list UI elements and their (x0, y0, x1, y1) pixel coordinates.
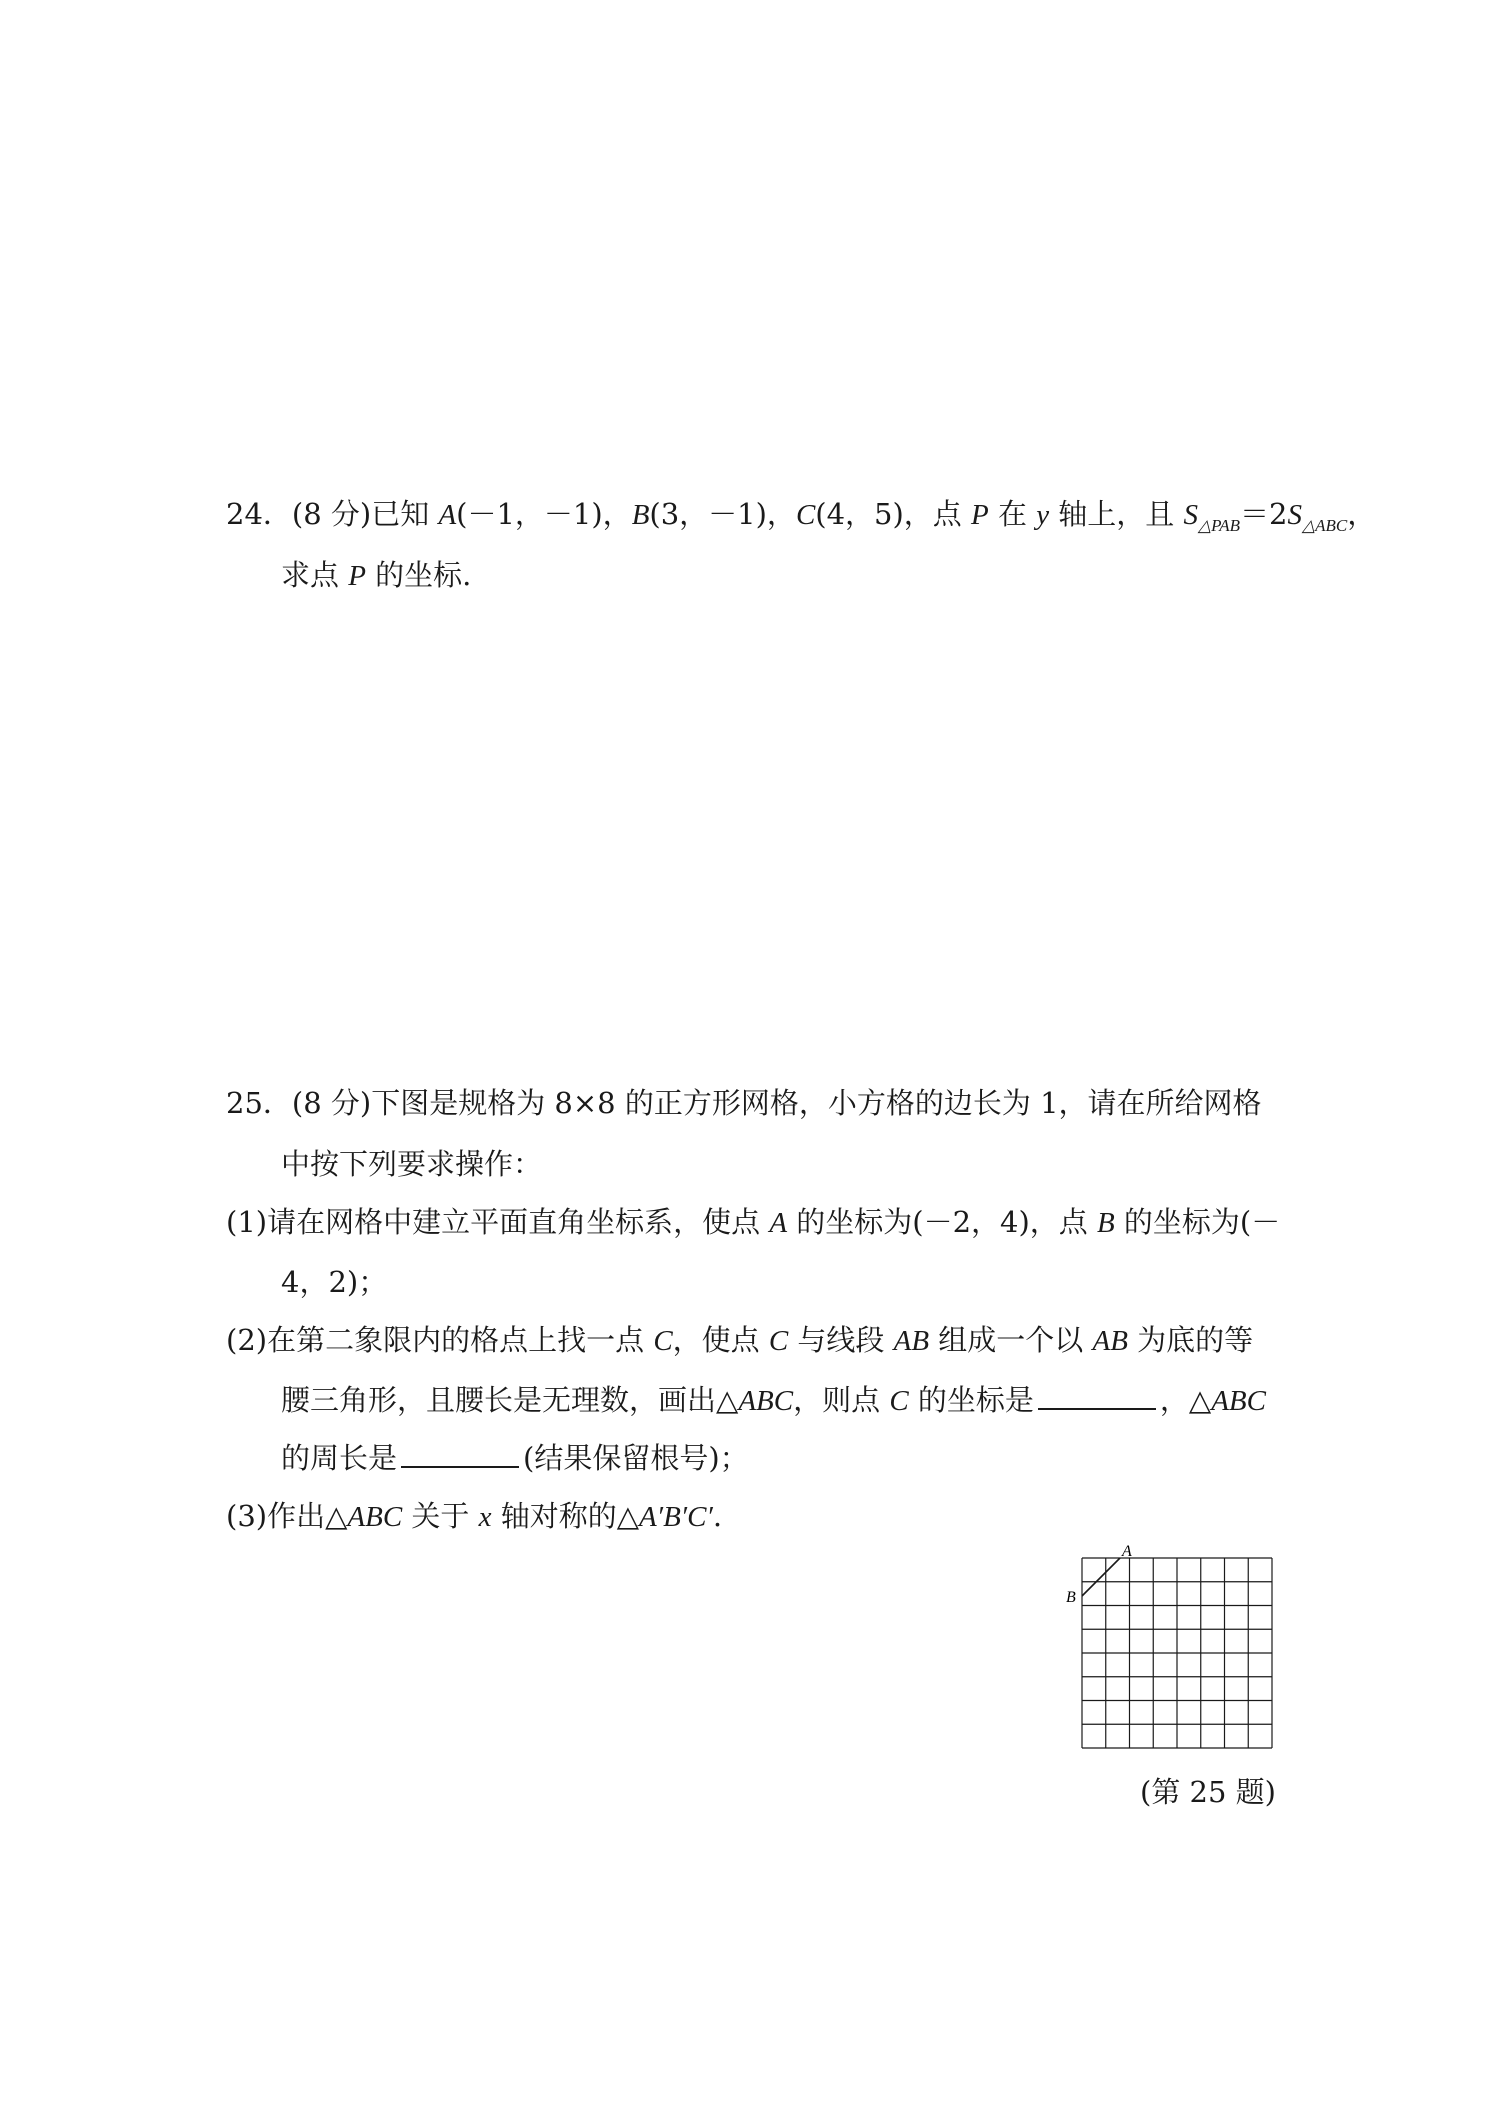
q25-var: C (889, 1385, 909, 1417)
q25-var: C (768, 1325, 789, 1357)
q24-text: 已知 (371, 497, 439, 531)
point-b-label: B (1066, 1589, 1076, 1606)
q25-score: (8 分) (291, 1086, 372, 1120)
q25-text: ，使点 (672, 1323, 769, 1357)
q24-area-subscript: △PAB (1198, 515, 1241, 535)
q25-var: x (478, 1501, 492, 1533)
grid-lines (1082, 1558, 1272, 1748)
q25-text: (1)请在网格中建立平面直角坐标系，使点 (226, 1205, 770, 1239)
q25-part-3-line-1 (226, 1496, 722, 1537)
q24-area-subscript: △ABC (1302, 515, 1348, 535)
q24-text: (－1，－1)， (456, 497, 632, 531)
q25-line-1 (226, 1083, 1262, 1123)
q24-text: ＝2 (1240, 497, 1288, 531)
q25-text: 轴对称的△ (491, 1499, 640, 1533)
q25-text: . (712, 1499, 723, 1533)
q24-var: A (438, 499, 457, 531)
square-grid-figure (1060, 1536, 1280, 1756)
q25-text: 的周长是 (281, 1441, 398, 1475)
q25-var: AB (893, 1325, 930, 1357)
q24-text: 的坐标. (365, 558, 472, 592)
q24-number: 24． (226, 497, 292, 531)
q25-var: ABC (738, 1385, 794, 1417)
q25-text: (2)在第二象限内的格点上找一点 (226, 1323, 654, 1357)
q24-var: P (971, 499, 989, 531)
q24-text: ， (1347, 497, 1377, 531)
q24-var: P (348, 560, 366, 592)
answer-blank-c-coordinate[interactable] (1038, 1382, 1156, 1410)
q24-text: 在 (988, 497, 1037, 531)
q25-var: C (653, 1325, 673, 1357)
q25-text: 为底的等 (1127, 1323, 1254, 1357)
q24-area-symbol: S (1287, 499, 1302, 531)
q25-text: ，则点 (793, 1383, 890, 1417)
q25-text: (结果保留根号)； (523, 1441, 749, 1475)
q25-number: 25． (226, 1086, 292, 1120)
q25-part-2-line-3 (281, 1438, 749, 1478)
q25-part-1-line-1 (226, 1202, 1280, 1243)
q24-text: (4，5)，点 (815, 497, 972, 531)
q25-text: 4，2)； (281, 1265, 388, 1299)
figure-caption: (第 25 题) (1140, 1775, 1276, 1809)
q25-text: 下图是规格为 8×8 的正方形网格，小方格的边长为 1，请在所给网格 (371, 1086, 1262, 1120)
q24-var: C (795, 499, 816, 531)
q25-part-2-line-1 (226, 1320, 1253, 1361)
q24-var: y (1036, 499, 1050, 531)
q24-line-1 (226, 494, 1376, 546)
q24-var: B (631, 499, 650, 531)
answer-blank-perimeter[interactable] (401, 1440, 519, 1468)
q25-text: 关于 (402, 1499, 479, 1533)
q25-text: 与线段 (788, 1323, 894, 1357)
q25-var: A (769, 1207, 788, 1239)
q24-text: 轴上，且 (1049, 497, 1184, 531)
q24-score: (8 分) (291, 497, 372, 531)
q25-var: ABC (1211, 1385, 1266, 1417)
q25-var: AB (1092, 1325, 1128, 1357)
q25-text: ，△ (1159, 1383, 1212, 1417)
q24-area-symbol: S (1183, 499, 1198, 531)
q24-text: 求点 (281, 558, 349, 592)
q25-text: 的坐标为(－ (1114, 1205, 1281, 1239)
segment-ab (1082, 1558, 1120, 1596)
q25-text: 腰三角形，且腰长是无理数，画出△ (281, 1383, 739, 1417)
q25-text: (3)作出△ (226, 1499, 348, 1533)
q25-part-2-line-2 (281, 1380, 1266, 1421)
q24-line-2 (281, 555, 471, 596)
q25-text: 的坐标是 (908, 1383, 1034, 1417)
q24-text: (3，－1)， (649, 497, 796, 531)
q25-line-2 (281, 1144, 542, 1184)
q25-text: 中按下列要求操作： (281, 1147, 543, 1181)
point-a-label: A (1122, 1543, 1132, 1560)
q25-text: 组成一个以 (929, 1323, 1093, 1357)
q25-var: B (1097, 1207, 1115, 1239)
q25-text: 的坐标为(－2，4)，点 (787, 1205, 1097, 1239)
q25-part-1-line-2 (281, 1262, 387, 1302)
q25-var: ABC (347, 1501, 403, 1533)
q25-var: A′B′C′ (639, 1501, 713, 1533)
